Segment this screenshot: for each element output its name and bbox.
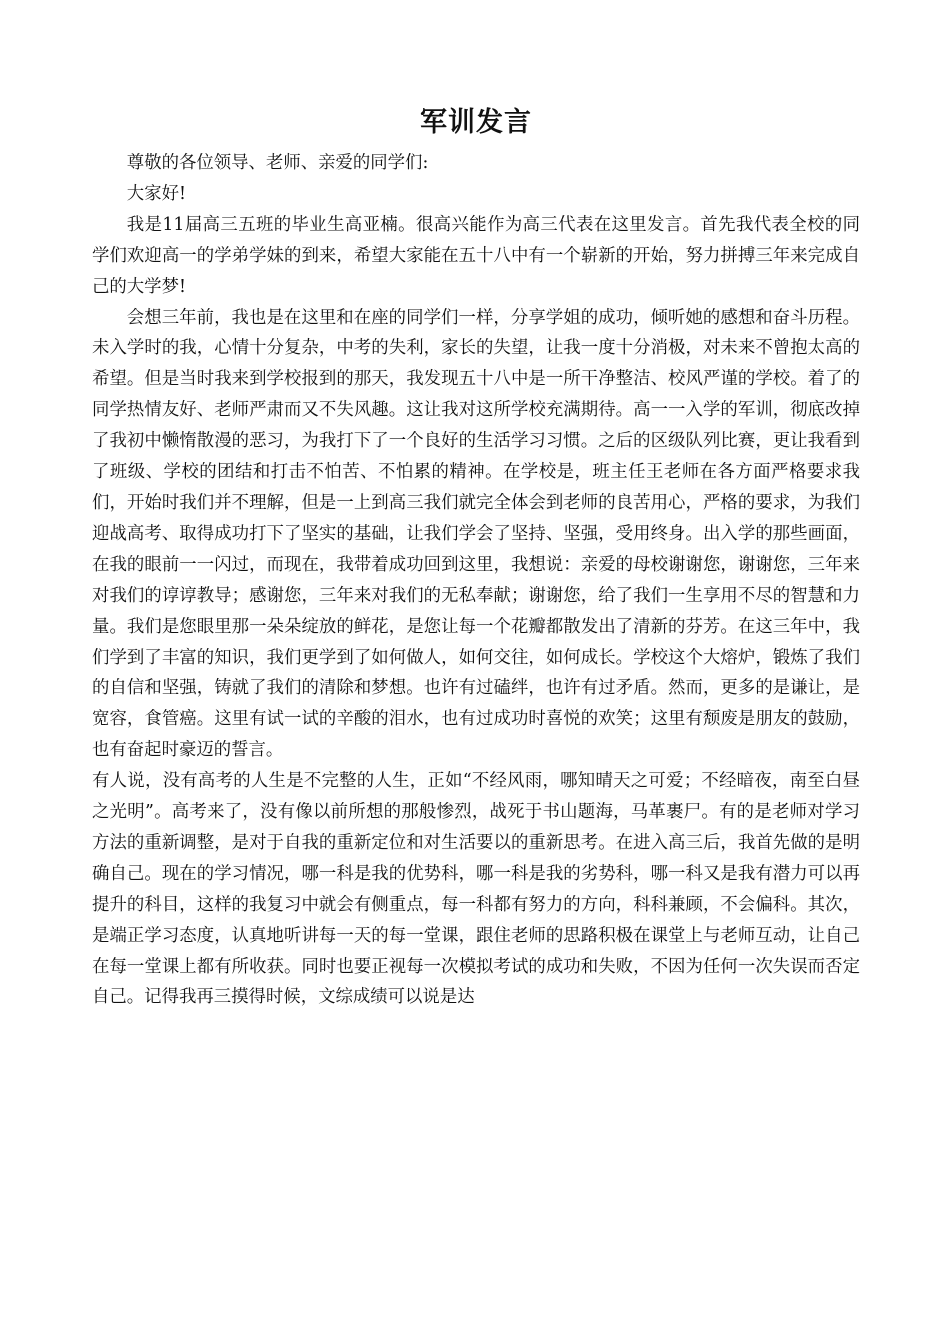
greeting-paragraph: 大家好! (126, 183, 186, 204)
gaokao-paragraph: 有人说，没有高考的人生是不完整的人生，正如“不经风雨，哪知晴天之可爱；不经暗夜，南至白昼之光明”。高考来了，没有像以前所想的那般惨烈，战死于书山题海，马革裹尸。有的是老师对学习方法的重新调整，是对于自我的重新定位和对生活要以的重新思考。在进入高三后，我首先做的是明确自己。现在的学习情况，哪一科是我的优势科，哪一科是我的劣势科，哪一科又是我有潜力可以再提升的科目，这样的我复习中就会有侧重点，每一科都有努力的方向，科科兼顾，不会偏科。其次，是端正学习态度，认真地听讲每一天的每一堂课，跟住老师的思路积极在课堂上与老师互动，让自己在每一堂课上都有所收获。同时也要正视每一次模拟考试的成功和失败，不因为任何一次失误而否定自己。记得我再三摸得时候，文综成绩可以说是达 (92, 771, 860, 1008)
document-title: 军训发言 (420, 107, 532, 138)
salutation-paragraph: 尊敬的各位领导、老师、亲爱的同学们: (126, 153, 429, 173)
introduction-paragraph: 我是11届高三五班的毕业生高亚楠。很高兴能作为高三代表在这里发言。首先我代表全校的同学们欢迎高一的学弟学妹的到来，希望大家能在五十八中有一个崭新的开始，努力拼搏三年来完成自己的大学梦! (92, 214, 860, 297)
memories-paragraph: 会想三年前，我也是在这里和在座的同学们一样，分享学姐的成功，倾听她的感想和奋斗历程。未入学时的我，心情十分复杂，中考的失利，家长的失望，让我一度十分消极，对未来不曾抱太高的希望。但是当时我来到学校报到的那天，我发现五十八中是一所干净整洁、校风严谨的学校。着了的同学热情友好、老师严肃而又不失风趣。这让我对这所学校充满期待。高一一入学的军训，彻底改掉了我初中懒惰散漫的恶习，为我打下了一个良好的生活学习习惯。之后的区级队列比赛，更让我看到了班级、学校的团结和打击不怕苦、不怕累的精神。在学校是，班主任王老师在各方面严格要求我们，开始时我们并不理解，但是一上到高三我们就完全体会到老师的良苦用心，严格的要求，为我们迎战高考、取得成功打下了坚实的基础，让我们学会了坚持、坚强，受用终身。出入学的那些画面，在我的眼前一一闪过，而现在，我带着成功回到这里，我想说：亲爱的母校谢谢您，谢谢您，三年来对我们的谆谆教导；感谢您，三年来对我们的无私奉献；谢谢您，给了我们一生享用不尽的智慧和力量。我们是您眼里那一朵朵绽放的鲜花，是您让每一个花瓣都散发出了清新的芬芳。在这三年中，我们学到了丰富的知识，我们更学到了如何做人，如何交往，如何成长。学校这个大熔炉，锻炼了我们的自信和坚强，铸就了我们的清除和梦想。也许有过磕绊，也许有过矛盾。然而，更多的是谦让，是宽容，食管癌。这里有试一试的辛酸的泪水，也有过成功时喜悦的欢笑；这里有颓废是朋友的鼓励，也有奋起时豪迈的誓言。 (92, 307, 860, 761)
document-page (92, 98, 860, 1013)
